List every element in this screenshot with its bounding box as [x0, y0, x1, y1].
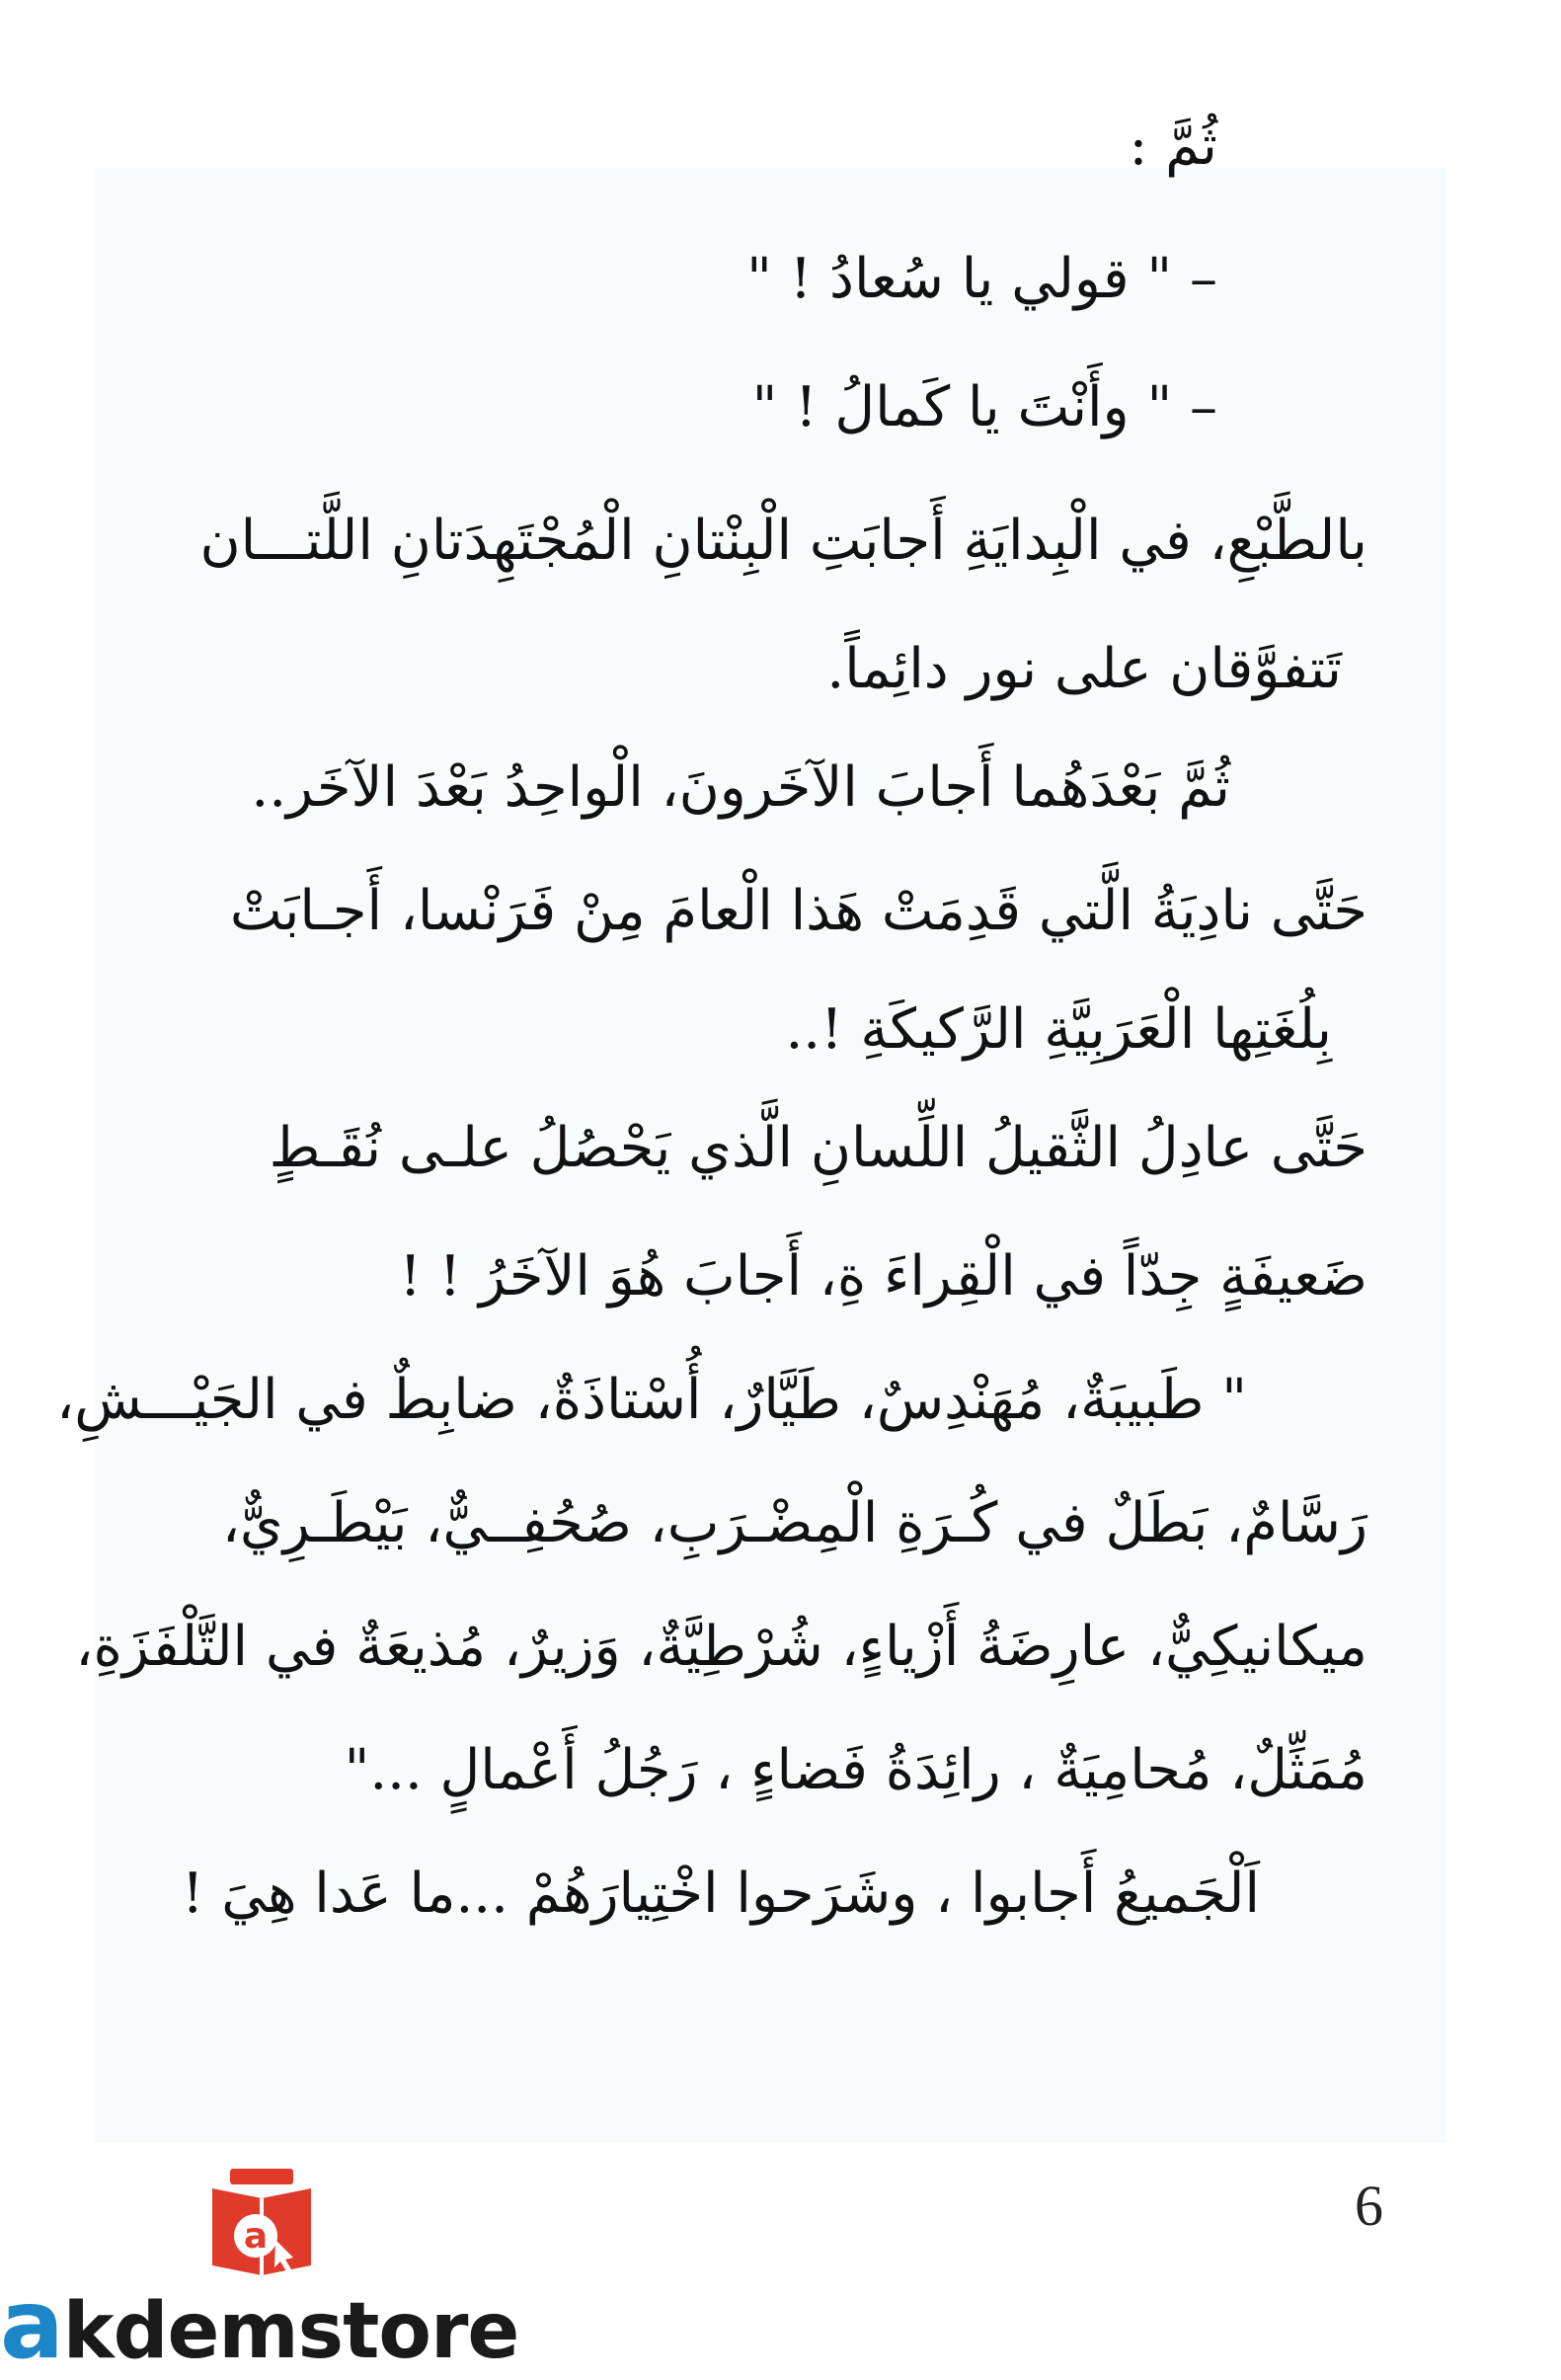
page-number: 6: [1355, 2174, 1383, 2238]
text-line: حَتَّى عادِلُ الثَّقيلُ اللِّسانِ الَّذي يَحْصُلُ علـى نُقَـطٍ: [269, 1116, 1367, 1180]
logo-icon-letter: a: [243, 2216, 269, 2257]
text-line: بالطَّبْعِ، في الْبِدايَةِ أَجابَتِ الْبِنْتانِ الْمُجْتَهِدَتانِ اللَّتـــان: [199, 509, 1367, 573]
open-book-a-icon: [202, 2163, 321, 2279]
text-line: ثُمَّ بَعْدَهُما أَجابَ الآخَرونَ، الْواحِدُ بَعْدَ الآخَر..: [251, 755, 1230, 820]
store-name-a: a: [0, 2269, 63, 2380]
text-line: – " قولي يا سُعادُ ! ": [746, 247, 1217, 311]
store-logo[interactable]: [0, 2163, 553, 2380]
text-line: " طَبيبَةٌ، مُهَنْدِسٌ، طَيَّارٌ، أُسْتاذَةٌ، ضابِطٌ في الجَيْـــشِ،: [56, 1368, 1247, 1432]
store-name-rest: kdemstore: [62, 2287, 519, 2376]
store-name: [0, 2269, 518, 2380]
text-line: اَلْجَميعُ أَجابوا ، وشَرَحوا اخْتِيارَهُمْ ...ما عَدا هِيَ !: [181, 1862, 1260, 1926]
text-line: – " وأَنْتَ يا كَمالُ ! ": [751, 375, 1217, 439]
text-line: تَتفوَّقان على نور دائِماً.: [826, 637, 1342, 701]
text-line: رَسَّامٌ، بَطَلٌ في كُـرَةِ الْمِضْـرَبِ، صُحُفِــيٌّ، بَيْطَـرِيٌّ،: [221, 1491, 1367, 1555]
text-line: بِلُغَتِها الْعَرَبِيَّةِ الرَّكيكَةِ !..: [785, 997, 1332, 1062]
text-line: ثُمَّ :: [1129, 114, 1217, 178]
text-line: ضَعيفَةٍ جِدّاً في الْقِراءَ ةِ، أَجابَ هُوَ الآخَرُ ! !: [399, 1244, 1367, 1309]
text-line: حَتَّى نادِيَةُ الَّتي قَدِمَتْ هَذا الْعامَ مِنْ فَرَنْسا، أَجـابَتْ: [229, 879, 1367, 943]
text-line: مُمَثِّلٌ، مُحامِيَةٌ ، رائِدَةُ فَضاءٍ ، رَجُلُ أَعْمالٍ ...": [344, 1738, 1367, 1802]
text-line: ميكانيكِيٌّ، عارِضَةُ أَزْياءٍ، شُرْطِيَّةٌ، وَزيرٌ، مُذيعَةٌ في التَّلْفَزَةِ،: [75, 1615, 1367, 1679]
